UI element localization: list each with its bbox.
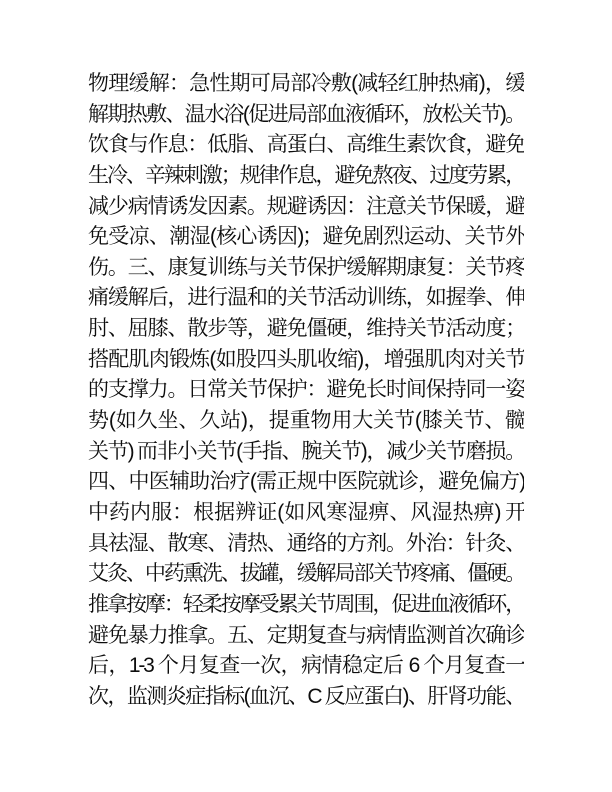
text-line: 推拿按摩：轻柔按摩受累关节周围，促进血液循环，	[88, 592, 524, 616]
text-line: 生冷、辛辣刺激；规律作息，避免熬夜、过度劳累，	[88, 163, 524, 187]
text-line: 次，监测炎症指标(血沉、C 反应蛋白)、肝肾功能、	[88, 684, 524, 708]
text-line: 搭配肌肉锻炼(如股四头肌收缩)，增强肌肉对关节	[88, 347, 524, 371]
text-line: 中药内服：根据辨证(如风寒湿痹、风湿热痹) 开	[88, 500, 524, 524]
text-line: 四、中医辅助治疗(需正规中医院就诊，避免偏方)	[88, 470, 524, 494]
text-line: 饮食与作息：低脂、高蛋白、高维生素饮食，避免	[88, 133, 524, 157]
text-line: 物理缓解：急性期可局部冷敷(减轻红肿热痛)，缓	[88, 72, 524, 95]
text-line: 后，1-3 个月复查一次，病情稳定后 6 个月复查一	[88, 654, 524, 678]
body-text	[88, 69, 524, 712]
text-line: 肘、屈膝、散步等，避免僵硬，维持关节活动度；	[88, 317, 524, 341]
text-line: 解期热敷、温水浴(促进局部血液循环，放松关节)。	[88, 102, 524, 126]
text-line: 伤。三、康复训练与关节保护缓解期康复：关节疼	[88, 255, 524, 279]
text-line: 艾灸、中药熏洗、拔罐，缓解局部关节疼痛、僵硬。	[88, 562, 524, 586]
text-line: 的支撑力。日常关节保护：避免长时间保持同一姿	[88, 378, 524, 402]
text-line: 势(如久坐、久站)，提重物用大关节(膝关节、髋	[88, 409, 524, 433]
text-line: 免受凉、潮湿(核心诱因)；避免剧烈运动、关节外	[88, 225, 524, 249]
text-line: 关节) 而非小关节(手指、腕关节)，减少关节磨损。	[88, 439, 524, 463]
text-line: 减少病情诱发因素。规避诱因：注意关节保暖，避	[88, 194, 524, 218]
text-line: 具祛湿、散寒、清热、通络的方剂。外治：针灸、	[88, 531, 524, 555]
text-line: 痛缓解后，进行温和的关节活动训练，如握拳、伸	[88, 286, 524, 310]
text-line: 避免暴力推拿。五、定期复查与病情监测首次确诊	[88, 623, 524, 647]
